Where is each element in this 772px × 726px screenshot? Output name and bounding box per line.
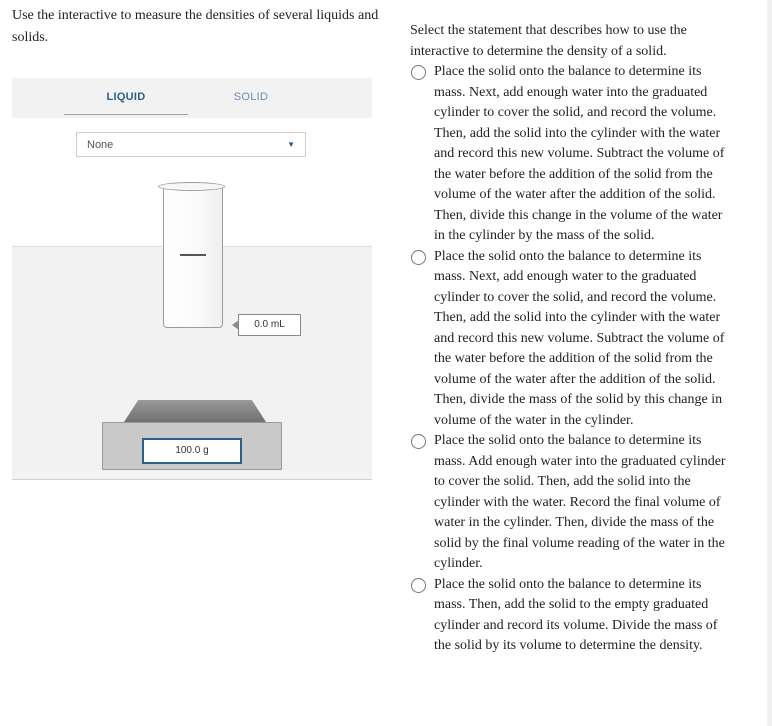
radio-button[interactable]	[411, 250, 426, 265]
intro-text: Use the interactive to measure the densities of several liquids and solids.	[12, 8, 379, 45]
answer-option-text: Place the solid onto the balance to determine its mass. Next, add enough water to the graduated cylinder to cover the solid, and record the volume. Then, add the solid into the cylinder with the water and record this new volume. Subtract the volume of the water before the addition of the solid from the volume of the water after the addition of the solid. Then, divide the mass of the solid by this change in volume of the water in the cylinder.	[434, 248, 725, 428]
scrollbar[interactable]	[767, 0, 772, 726]
radio-button[interactable]	[411, 578, 426, 593]
radio-button[interactable]	[411, 434, 426, 449]
answer-option[interactable]	[410, 62, 735, 247]
graduated-cylinder[interactable]	[163, 185, 223, 328]
answer-option-text: Place the solid onto the balance to determine its mass. Add enough water into the graduated cylinder to cover the solid. Then, add the solid into the cylinder with the water. Record the final volume of water in the cylinder. Then, divide the mass of the solid by the final volume reading of the water in the cylinder.	[434, 433, 726, 571]
tab-bar	[12, 78, 372, 118]
tab-liquid[interactable]: LIQUID	[64, 78, 188, 115]
density-interactive	[12, 78, 372, 480]
volume-readout: 0.0 mL	[238, 314, 301, 336]
answer-option[interactable]	[410, 431, 735, 575]
graduated-cylinder-rim	[158, 182, 225, 191]
question-prompt: Select the statement that describes how to use the interactive to determine the density of a solid.	[410, 23, 687, 59]
caret-down-icon: ▼	[287, 140, 295, 149]
substance-select[interactable]	[76, 132, 306, 157]
answer-option[interactable]	[410, 247, 735, 432]
balance-pan[interactable]	[124, 400, 266, 422]
answer-option-text: Place the solid onto the balance to determine its mass. Next, add enough water into the graduated cylinder to cover the solid, and record the volume. Then, add the solid into the cylinder with the water and record this new volume. Subtract the volume of the water before the addition of the solid from the volume of the water after the addition of the solid. Then, divide this change in the volume of the water in the cylinder by the mass of the solid.	[434, 64, 725, 243]
graduation-mark	[180, 254, 206, 256]
tab-solid[interactable]: SOLID	[233, 91, 269, 103]
answer-option[interactable]	[410, 575, 735, 657]
answer-option-text: Place the solid onto the balance to determine its mass. Then, add the solid to the empty graduated cylinder and record its volume. Divide the mass of the solid by its volume to determine the density.	[434, 576, 718, 653]
question-panel	[410, 21, 735, 657]
substance-select-value: None	[87, 139, 114, 151]
radio-button[interactable]	[411, 65, 426, 80]
mass-readout: 100.0 g	[142, 438, 242, 464]
